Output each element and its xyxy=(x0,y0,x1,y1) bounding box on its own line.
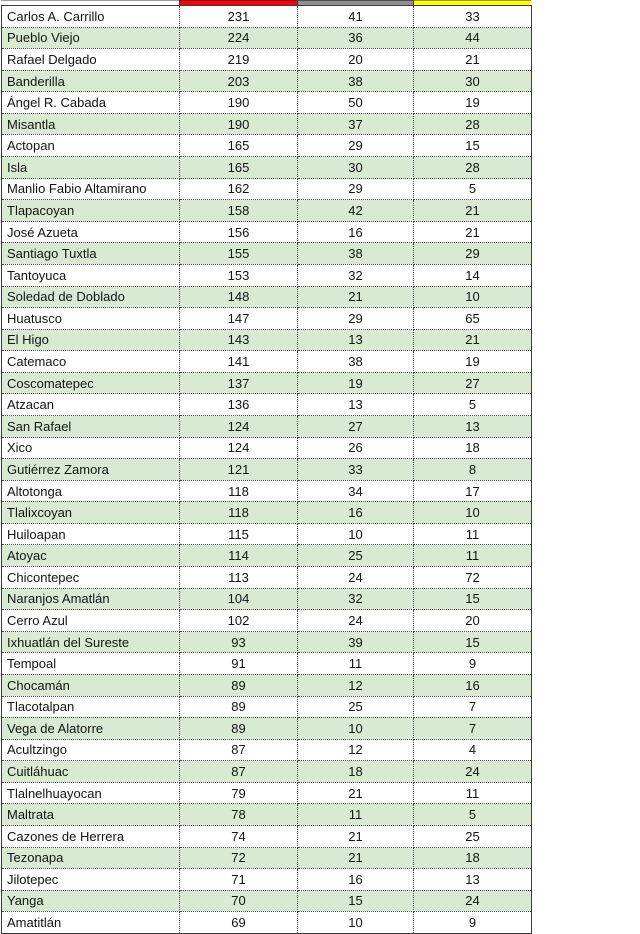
table-row xyxy=(2,912,532,934)
value-cell: 21 xyxy=(298,825,414,847)
value-cell: 13 xyxy=(298,329,414,351)
value-cell: 33 xyxy=(298,459,414,481)
table-row xyxy=(2,135,532,157)
value-cell: 115 xyxy=(180,523,298,545)
value-cell: 26 xyxy=(298,437,414,459)
value-cell: 72 xyxy=(180,847,298,869)
value-cell: 39 xyxy=(298,631,414,653)
municipality-cell: Tlalnelhuayocan xyxy=(2,782,180,804)
value-cell: 29 xyxy=(298,135,414,157)
municipality-cell: Tlacotalpan xyxy=(2,696,180,718)
value-cell: 102 xyxy=(180,610,298,632)
value-cell: 15 xyxy=(414,588,532,610)
value-cell: 165 xyxy=(180,135,298,157)
value-cell: 137 xyxy=(180,372,298,394)
municipality-cell: Actopan xyxy=(2,135,180,157)
value-cell: 30 xyxy=(414,70,532,92)
value-cell: 165 xyxy=(180,157,298,179)
value-cell: 9 xyxy=(414,653,532,675)
value-cell: 104 xyxy=(180,588,298,610)
value-cell: 118 xyxy=(180,502,298,524)
value-cell: 15 xyxy=(414,631,532,653)
value-cell: 13 xyxy=(414,869,532,891)
value-cell: 11 xyxy=(414,545,532,567)
value-cell: 25 xyxy=(298,696,414,718)
municipality-cell: Misantla xyxy=(2,113,180,135)
municipality-cell: Cuitláhuac xyxy=(2,761,180,783)
value-cell: 114 xyxy=(180,545,298,567)
municipality-cell: Catemaco xyxy=(2,351,180,373)
value-cell: 29 xyxy=(298,308,414,330)
value-cell: 156 xyxy=(180,221,298,243)
value-cell: 74 xyxy=(180,825,298,847)
value-cell: 10 xyxy=(414,502,532,524)
value-cell: 27 xyxy=(414,372,532,394)
municipality-cell: Maltrata xyxy=(2,804,180,826)
value-cell: 4 xyxy=(414,739,532,761)
value-cell: 190 xyxy=(180,113,298,135)
value-cell: 136 xyxy=(180,394,298,416)
value-cell: 16 xyxy=(298,869,414,891)
value-cell: 19 xyxy=(414,92,532,114)
municipality-cell: Jilotepec xyxy=(2,869,180,891)
value-cell: 21 xyxy=(414,49,532,71)
municipality-cell: Gutiérrez Zamora xyxy=(2,459,180,481)
value-cell: 153 xyxy=(180,264,298,286)
value-cell: 5 xyxy=(414,394,532,416)
value-cell: 24 xyxy=(298,610,414,632)
value-cell: 33 xyxy=(414,6,532,28)
table-row xyxy=(2,567,532,589)
municipality-cell: Isla xyxy=(2,157,180,179)
value-cell: 34 xyxy=(298,480,414,502)
value-cell: 17 xyxy=(414,480,532,502)
value-cell: 8 xyxy=(414,459,532,481)
value-cell: 113 xyxy=(180,567,298,589)
table-row xyxy=(2,372,532,394)
table-row xyxy=(2,157,532,179)
table-row xyxy=(2,523,532,545)
value-cell: 16 xyxy=(414,674,532,696)
value-cell: 7 xyxy=(414,696,532,718)
value-cell: 18 xyxy=(298,761,414,783)
value-cell: 20 xyxy=(298,49,414,71)
value-cell: 9 xyxy=(414,912,532,934)
value-cell: 21 xyxy=(414,221,532,243)
value-cell: 11 xyxy=(414,782,532,804)
value-cell: 19 xyxy=(298,372,414,394)
municipality-cell: Huatusco xyxy=(2,308,180,330)
value-cell: 118 xyxy=(180,480,298,502)
table-row xyxy=(2,696,532,718)
municipality-cell: Huiloapan xyxy=(2,523,180,545)
table-row xyxy=(2,545,532,567)
table-row xyxy=(2,739,532,761)
municipality-cell: Chocamán xyxy=(2,674,180,696)
table-row xyxy=(2,804,532,826)
header-strip-cell-gray xyxy=(297,0,413,5)
municipality-cell: Tantoyuca xyxy=(2,264,180,286)
value-cell: 38 xyxy=(298,70,414,92)
value-cell: 78 xyxy=(180,804,298,826)
value-cell: 162 xyxy=(180,178,298,200)
municipality-cell: Atzacan xyxy=(2,394,180,416)
value-cell: 10 xyxy=(298,912,414,934)
municipality-cell: José Azueta xyxy=(2,221,180,243)
value-cell: 72 xyxy=(414,567,532,589)
value-cell: 21 xyxy=(414,329,532,351)
value-cell: 37 xyxy=(298,113,414,135)
value-cell: 10 xyxy=(298,718,414,740)
value-cell: 24 xyxy=(298,567,414,589)
table-row xyxy=(2,27,532,49)
value-cell: 10 xyxy=(298,523,414,545)
municipality-cell: Tlapacoyan xyxy=(2,200,180,222)
table-row xyxy=(2,847,532,869)
value-cell: 16 xyxy=(298,502,414,524)
table-row xyxy=(2,631,532,653)
value-cell: 11 xyxy=(298,804,414,826)
municipality-cell: Pueblo Viejo xyxy=(2,27,180,49)
table-row xyxy=(2,869,532,891)
value-cell: 24 xyxy=(414,890,532,912)
value-cell: 32 xyxy=(298,264,414,286)
value-cell: 143 xyxy=(180,329,298,351)
value-cell: 89 xyxy=(180,674,298,696)
header-strip-cell-red xyxy=(179,0,297,5)
value-cell: 158 xyxy=(180,200,298,222)
table-row xyxy=(2,286,532,308)
table-row xyxy=(2,459,532,481)
table-row xyxy=(2,415,532,437)
table-row xyxy=(2,243,532,265)
value-cell: 121 xyxy=(180,459,298,481)
value-cell: 19 xyxy=(414,351,532,373)
value-cell: 89 xyxy=(180,718,298,740)
value-cell: 70 xyxy=(180,890,298,912)
municipality-cell: Banderilla xyxy=(2,70,180,92)
value-cell: 87 xyxy=(180,761,298,783)
value-cell: 32 xyxy=(298,588,414,610)
municipality-cell: Acultzingo xyxy=(2,739,180,761)
value-cell: 28 xyxy=(414,113,532,135)
table-row xyxy=(2,92,532,114)
value-cell: 24 xyxy=(414,761,532,783)
table-row xyxy=(2,264,532,286)
value-cell: 12 xyxy=(298,739,414,761)
value-cell: 91 xyxy=(180,653,298,675)
municipality-cell: Atoyac xyxy=(2,545,180,567)
value-cell: 16 xyxy=(298,221,414,243)
value-cell: 25 xyxy=(298,545,414,567)
value-cell: 21 xyxy=(414,200,532,222)
value-cell: 155 xyxy=(180,243,298,265)
value-cell: 42 xyxy=(298,200,414,222)
value-cell: 36 xyxy=(298,27,414,49)
municipality-cell: Soledad de Doblado xyxy=(2,286,180,308)
value-cell: 29 xyxy=(298,178,414,200)
table-row xyxy=(2,6,532,28)
value-cell: 13 xyxy=(414,415,532,437)
table-row xyxy=(2,502,532,524)
value-cell: 5 xyxy=(414,804,532,826)
value-cell: 148 xyxy=(180,286,298,308)
value-cell: 18 xyxy=(414,437,532,459)
value-cell: 224 xyxy=(180,27,298,49)
table-row xyxy=(2,653,532,675)
value-cell: 124 xyxy=(180,415,298,437)
municipality-cell: Vega de Alatorre xyxy=(2,718,180,740)
value-cell: 147 xyxy=(180,308,298,330)
municipality-cell: Rafael Delgado xyxy=(2,49,180,71)
value-cell: 20 xyxy=(414,610,532,632)
value-cell: 13 xyxy=(298,394,414,416)
value-cell: 30 xyxy=(298,157,414,179)
value-cell: 11 xyxy=(298,653,414,675)
value-cell: 14 xyxy=(414,264,532,286)
value-cell: 15 xyxy=(298,890,414,912)
table-row xyxy=(2,329,532,351)
value-cell: 79 xyxy=(180,782,298,804)
table-row xyxy=(2,782,532,804)
municipality-cell: Tempoal xyxy=(2,653,180,675)
table-row xyxy=(2,437,532,459)
table-row xyxy=(2,178,532,200)
value-cell: 11 xyxy=(414,523,532,545)
table-row xyxy=(2,221,532,243)
header-strip-cell-yellow xyxy=(413,0,531,5)
municipality-cell: Coscomatepec xyxy=(2,372,180,394)
value-cell: 38 xyxy=(298,351,414,373)
municipality-cell: San Rafael xyxy=(2,415,180,437)
municipality-cell: Amatitlán xyxy=(2,912,180,934)
value-cell: 203 xyxy=(180,70,298,92)
municipality-cell: Altotonga xyxy=(2,480,180,502)
value-cell: 12 xyxy=(298,674,414,696)
table-row xyxy=(2,351,532,373)
municipality-cell: Chicontepec xyxy=(2,567,180,589)
value-cell: 21 xyxy=(298,782,414,804)
value-cell: 124 xyxy=(180,437,298,459)
municipality-cell: Yanga xyxy=(2,890,180,912)
value-cell: 18 xyxy=(414,847,532,869)
municipality-cell: Naranjos Amatlán xyxy=(2,588,180,610)
table-row xyxy=(2,308,532,330)
value-cell: 93 xyxy=(180,631,298,653)
value-cell: 29 xyxy=(414,243,532,265)
municipality-cell: Ángel R. Cabada xyxy=(2,92,180,114)
table-body xyxy=(2,6,532,934)
table-row xyxy=(2,825,532,847)
table-row xyxy=(2,70,532,92)
data-table xyxy=(1,5,532,934)
municipality-cell: Ixhuatlán del Sureste xyxy=(2,631,180,653)
value-cell: 15 xyxy=(414,135,532,157)
table-row xyxy=(2,890,532,912)
municipality-cell: Tlalixcoyan xyxy=(2,502,180,524)
value-cell: 25 xyxy=(414,825,532,847)
value-cell: 89 xyxy=(180,696,298,718)
value-cell: 87 xyxy=(180,739,298,761)
value-cell: 28 xyxy=(414,157,532,179)
table-row xyxy=(2,394,532,416)
header-strip xyxy=(1,0,531,5)
municipality-cell: Tezonapa xyxy=(2,847,180,869)
header-strip-cell-municipality xyxy=(1,0,179,5)
value-cell: 41 xyxy=(298,6,414,28)
value-cell: 69 xyxy=(180,912,298,934)
value-cell: 219 xyxy=(180,49,298,71)
value-cell: 21 xyxy=(298,286,414,308)
value-cell: 50 xyxy=(298,92,414,114)
table-row xyxy=(2,674,532,696)
municipality-cell: Cazones de Herrera xyxy=(2,825,180,847)
value-cell: 27 xyxy=(298,415,414,437)
municipality-cell: El Higo xyxy=(2,329,180,351)
table-row xyxy=(2,200,532,222)
value-cell: 71 xyxy=(180,869,298,891)
value-cell: 7 xyxy=(414,718,532,740)
table-row xyxy=(2,718,532,740)
table-row xyxy=(2,588,532,610)
table-row xyxy=(2,610,532,632)
value-cell: 231 xyxy=(180,6,298,28)
table-row xyxy=(2,113,532,135)
value-cell: 5 xyxy=(414,178,532,200)
value-cell: 10 xyxy=(414,286,532,308)
municipality-cell: Carlos A. Carrillo xyxy=(2,6,180,28)
municipality-cell: Manlio Fabio Altamirano xyxy=(2,178,180,200)
value-cell: 190 xyxy=(180,92,298,114)
value-cell: 38 xyxy=(298,243,414,265)
municipality-cell: Santiago Tuxtla xyxy=(2,243,180,265)
value-cell: 21 xyxy=(298,847,414,869)
value-cell: 65 xyxy=(414,308,532,330)
municipality-cell: Cerro Azul xyxy=(2,610,180,632)
table-row xyxy=(2,761,532,783)
value-cell: 141 xyxy=(180,351,298,373)
table-row xyxy=(2,49,532,71)
value-cell: 44 xyxy=(414,27,532,49)
municipality-cell: Xico xyxy=(2,437,180,459)
table-row xyxy=(2,480,532,502)
